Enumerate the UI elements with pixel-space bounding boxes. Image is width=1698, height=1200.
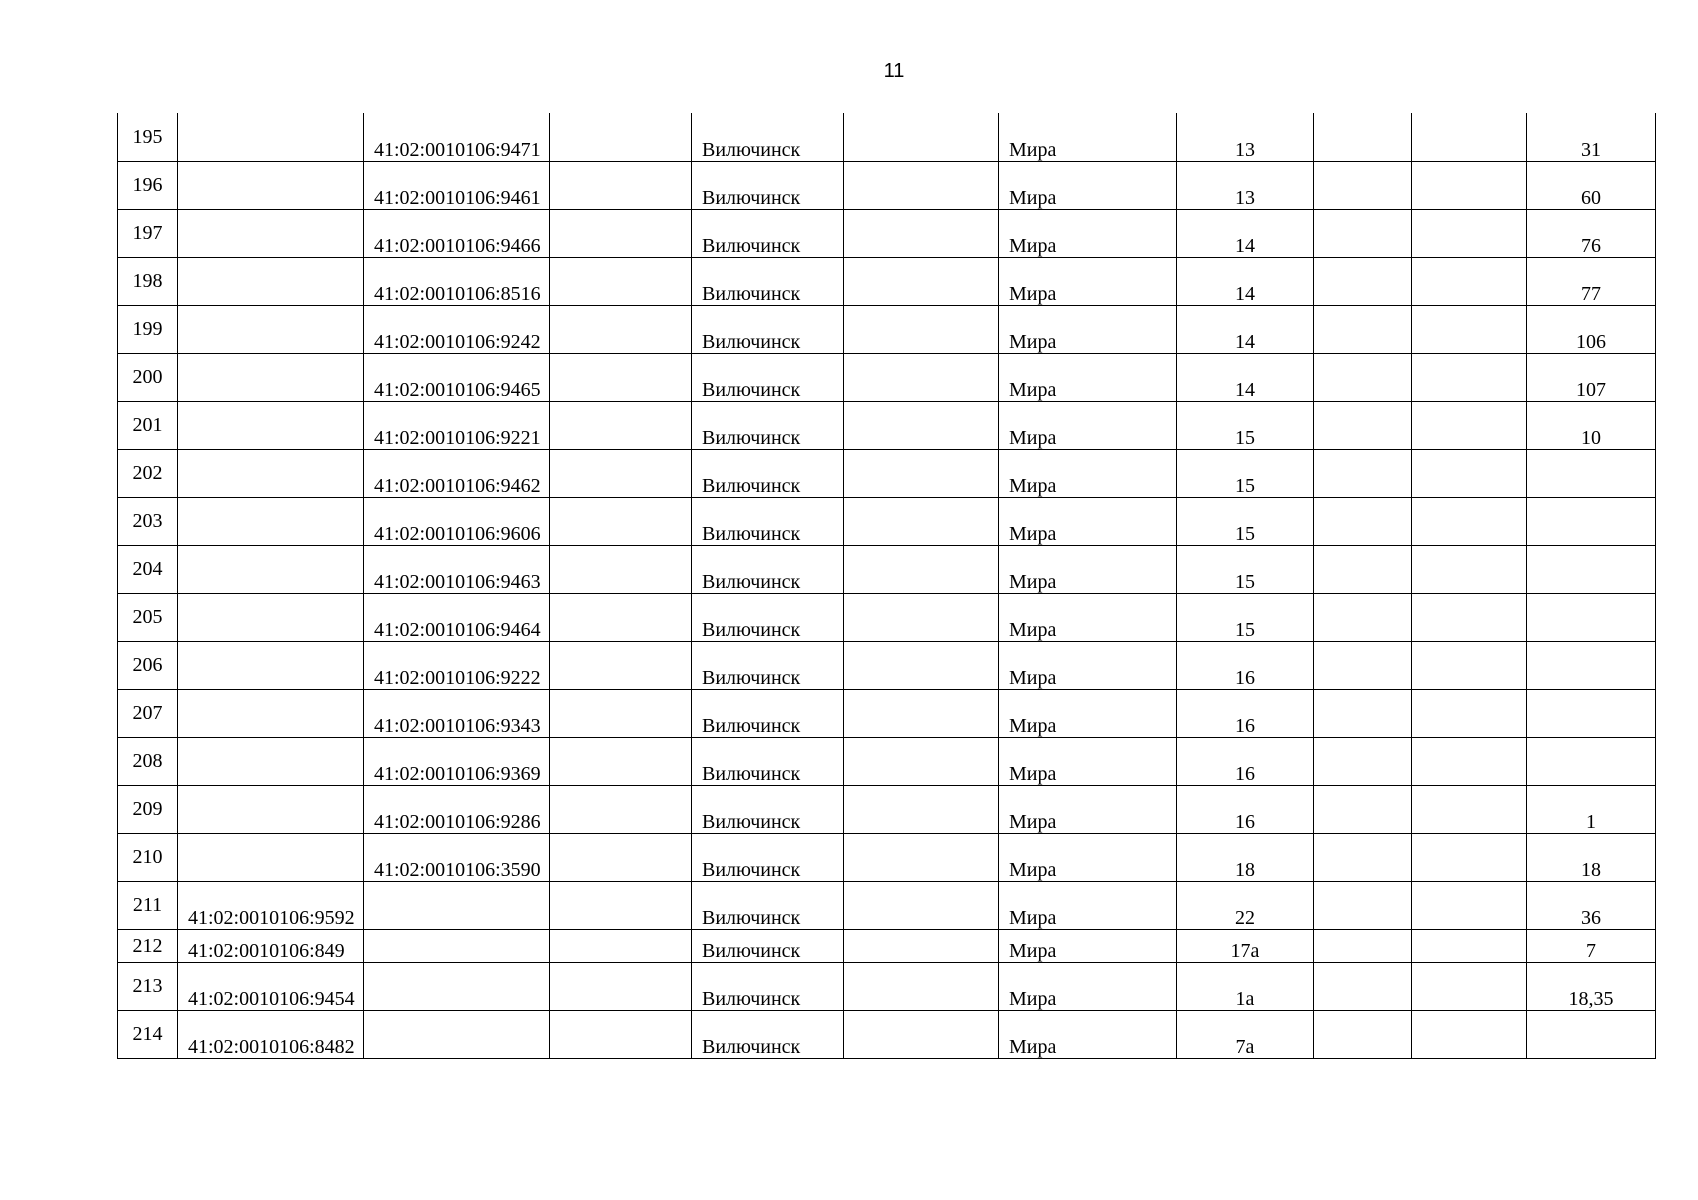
house-number-cell: 14 [1177, 353, 1314, 401]
empty-cell [550, 353, 692, 401]
table-row [118, 545, 1656, 593]
empty-cell [1412, 641, 1527, 689]
cadastral-number-b: 41:02:0010106:9471 [364, 113, 550, 161]
apartment-cell [1527, 593, 1656, 641]
empty-cell [1314, 545, 1412, 593]
empty-cell [550, 305, 692, 353]
street-cell: Мира [999, 833, 1177, 881]
apartment-cell [1527, 689, 1656, 737]
empty-cell [550, 833, 692, 881]
cadastral-number-a [178, 689, 364, 737]
empty-cell [550, 257, 692, 305]
empty-cell [1412, 881, 1527, 929]
apartment-cell: 18,35 [1527, 962, 1656, 1010]
table-row [118, 737, 1656, 785]
empty-cell [844, 641, 999, 689]
row-number: 204 [118, 545, 178, 593]
city-cell: Вилючинск [692, 257, 844, 305]
city-cell: Вилючинск [692, 209, 844, 257]
row-number: 209 [118, 785, 178, 833]
empty-cell [1314, 257, 1412, 305]
table-row [118, 401, 1656, 449]
empty-cell [844, 737, 999, 785]
empty-cell [844, 962, 999, 1010]
empty-cell [844, 209, 999, 257]
empty-cell [844, 161, 999, 209]
table-row [118, 785, 1656, 833]
cadastral-number-a [178, 497, 364, 545]
street-cell: Мира [999, 257, 1177, 305]
street-cell: Мира [999, 305, 1177, 353]
city-cell: Вилючинск [692, 113, 844, 161]
empty-cell [1412, 305, 1527, 353]
cadastral-number-b: 41:02:0010106:9286 [364, 785, 550, 833]
house-number-cell: 16 [1177, 689, 1314, 737]
empty-cell [1412, 593, 1527, 641]
row-number: 212 [118, 929, 178, 962]
row-number: 208 [118, 737, 178, 785]
city-cell: Вилючинск [692, 881, 844, 929]
cadastral-number-b [364, 881, 550, 929]
street-cell: Мира [999, 113, 1177, 161]
empty-cell [844, 353, 999, 401]
row-number: 198 [118, 257, 178, 305]
cadastral-number-b: 41:02:0010106:9464 [364, 593, 550, 641]
street-cell: Мира [999, 497, 1177, 545]
empty-cell [844, 689, 999, 737]
empty-cell [1412, 113, 1527, 161]
empty-cell [844, 593, 999, 641]
cadastral-number-a [178, 737, 364, 785]
cadastral-number-b: 41:02:0010106:9463 [364, 545, 550, 593]
house-number-cell: 15 [1177, 545, 1314, 593]
house-number-cell: 15 [1177, 449, 1314, 497]
empty-cell [1314, 737, 1412, 785]
empty-cell [844, 113, 999, 161]
empty-cell [1314, 305, 1412, 353]
city-cell: Вилючинск [692, 962, 844, 1010]
street-cell: Мира [999, 641, 1177, 689]
empty-cell [844, 401, 999, 449]
house-number-cell: 17а [1177, 929, 1314, 962]
apartment-cell: 7 [1527, 929, 1656, 962]
empty-cell [1412, 161, 1527, 209]
cadastral-number-b: 41:02:0010106:9606 [364, 497, 550, 545]
apartment-cell [1527, 1010, 1656, 1058]
empty-cell [1314, 497, 1412, 545]
empty-cell [550, 401, 692, 449]
table-row [118, 1010, 1656, 1058]
empty-cell [1314, 833, 1412, 881]
empty-cell [844, 257, 999, 305]
cadastral-number-a [178, 353, 364, 401]
street-cell: Мира [999, 209, 1177, 257]
city-cell: Вилючинск [692, 833, 844, 881]
empty-cell [1412, 449, 1527, 497]
house-number-cell: 16 [1177, 785, 1314, 833]
apartment-cell: 106 [1527, 305, 1656, 353]
house-number-cell: 13 [1177, 113, 1314, 161]
empty-cell [550, 881, 692, 929]
row-number: 206 [118, 641, 178, 689]
empty-cell [1412, 545, 1527, 593]
empty-cell [550, 929, 692, 962]
house-number-cell: 1а [1177, 962, 1314, 1010]
cadastral-number-b: 41:02:0010106:9466 [364, 209, 550, 257]
empty-cell [844, 449, 999, 497]
empty-cell [1412, 1010, 1527, 1058]
empty-cell [550, 689, 692, 737]
city-cell: Вилючинск [692, 785, 844, 833]
empty-cell [1412, 833, 1527, 881]
table-row [118, 962, 1656, 1010]
empty-cell [844, 785, 999, 833]
cadastral-number-b: 41:02:0010106:9343 [364, 689, 550, 737]
cadastral-number-b: 41:02:0010106:9369 [364, 737, 550, 785]
table-row [118, 161, 1656, 209]
cadastral-number-b [364, 962, 550, 1010]
apartment-cell [1527, 641, 1656, 689]
row-number: 213 [118, 962, 178, 1010]
table-row [118, 353, 1656, 401]
empty-cell [1314, 593, 1412, 641]
row-number: 199 [118, 305, 178, 353]
empty-cell [1314, 353, 1412, 401]
empty-cell [844, 833, 999, 881]
cadastral-number-a: 41:02:0010106:8482 [178, 1010, 364, 1058]
city-cell: Вилючинск [692, 641, 844, 689]
cadastral-number-b: 41:02:0010106:9465 [364, 353, 550, 401]
city-cell: Вилючинск [692, 305, 844, 353]
city-cell: Вилючинск [692, 353, 844, 401]
row-number: 214 [118, 1010, 178, 1058]
empty-cell [550, 161, 692, 209]
cadastral-number-b: 41:02:0010106:9462 [364, 449, 550, 497]
table-row [118, 593, 1656, 641]
empty-cell [550, 593, 692, 641]
table-row [118, 305, 1656, 353]
empty-cell [550, 449, 692, 497]
empty-cell [1314, 785, 1412, 833]
row-number: 202 [118, 449, 178, 497]
cadastral-number-a: 41:02:0010106:9592 [178, 881, 364, 929]
empty-cell [844, 497, 999, 545]
row-number: 201 [118, 401, 178, 449]
house-number-cell: 14 [1177, 305, 1314, 353]
empty-cell [1412, 785, 1527, 833]
row-number: 207 [118, 689, 178, 737]
empty-cell [550, 497, 692, 545]
house-number-cell: 14 [1177, 209, 1314, 257]
cadastral-number-a [178, 641, 364, 689]
empty-cell [1314, 1010, 1412, 1058]
cadastral-number-a [178, 833, 364, 881]
empty-cell [550, 209, 692, 257]
row-number: 205 [118, 593, 178, 641]
empty-cell [844, 929, 999, 962]
street-cell: Мира [999, 689, 1177, 737]
table-row [118, 689, 1656, 737]
apartment-cell: 18 [1527, 833, 1656, 881]
empty-cell [550, 785, 692, 833]
row-number: 195 [118, 113, 178, 161]
empty-cell [1412, 689, 1527, 737]
cadastral-number-a [178, 401, 364, 449]
cadastral-number-a [178, 113, 364, 161]
table-row [118, 641, 1656, 689]
street-cell: Мира [999, 545, 1177, 593]
empty-cell [844, 305, 999, 353]
street-cell: Мира [999, 881, 1177, 929]
empty-cell [1412, 257, 1527, 305]
cadastral-number-a [178, 305, 364, 353]
city-cell: Вилючинск [692, 545, 844, 593]
apartment-cell: 76 [1527, 209, 1656, 257]
apartment-cell [1527, 737, 1656, 785]
empty-cell [1314, 161, 1412, 209]
cadastral-number-b [364, 1010, 550, 1058]
apartment-cell: 1 [1527, 785, 1656, 833]
empty-cell [1412, 929, 1527, 962]
empty-cell [1314, 689, 1412, 737]
apartment-cell: 77 [1527, 257, 1656, 305]
row-number: 203 [118, 497, 178, 545]
empty-cell [844, 545, 999, 593]
table-row [118, 209, 1656, 257]
empty-cell [550, 113, 692, 161]
cadastral-number-a [178, 209, 364, 257]
apartment-cell: 36 [1527, 881, 1656, 929]
empty-cell [1314, 449, 1412, 497]
empty-cell [550, 962, 692, 1010]
street-cell: Мира [999, 962, 1177, 1010]
empty-cell [550, 641, 692, 689]
house-number-cell: 16 [1177, 737, 1314, 785]
table-row [118, 449, 1656, 497]
empty-cell [1412, 737, 1527, 785]
street-cell: Мира [999, 737, 1177, 785]
cadastral-number-a: 41:02:0010106:9454 [178, 962, 364, 1010]
city-cell: Вилючинск [692, 689, 844, 737]
row-number: 211 [118, 881, 178, 929]
cadastral-number-b [364, 929, 550, 962]
house-number-cell: 15 [1177, 497, 1314, 545]
apartment-cell: 10 [1527, 401, 1656, 449]
cadastral-number-a [178, 593, 364, 641]
row-number: 197 [118, 209, 178, 257]
empty-cell [1314, 929, 1412, 962]
city-cell: Вилючинск [692, 497, 844, 545]
street-cell: Мира [999, 593, 1177, 641]
city-cell: Вилючинск [692, 1010, 844, 1058]
empty-cell [1314, 962, 1412, 1010]
empty-cell [1412, 209, 1527, 257]
empty-cell [1412, 497, 1527, 545]
city-cell: Вилючинск [692, 929, 844, 962]
apartment-cell [1527, 449, 1656, 497]
empty-cell [1412, 353, 1527, 401]
cadastral-number-a [178, 545, 364, 593]
house-number-cell: 15 [1177, 593, 1314, 641]
empty-cell [1412, 962, 1527, 1010]
empty-cell [1314, 641, 1412, 689]
address-table [117, 113, 1656, 1059]
house-number-cell: 14 [1177, 257, 1314, 305]
house-number-cell: 15 [1177, 401, 1314, 449]
street-cell: Мира [999, 353, 1177, 401]
cadastral-number-b: 41:02:0010106:9222 [364, 641, 550, 689]
table-row [118, 929, 1656, 962]
cadastral-number-a [178, 161, 364, 209]
street-cell: Мира [999, 161, 1177, 209]
empty-cell [1314, 209, 1412, 257]
street-cell: Мира [999, 401, 1177, 449]
city-cell: Вилючинск [692, 161, 844, 209]
row-number: 196 [118, 161, 178, 209]
empty-cell [1314, 401, 1412, 449]
cadastral-number-b: 41:02:0010106:9461 [364, 161, 550, 209]
apartment-cell [1527, 497, 1656, 545]
empty-cell [844, 881, 999, 929]
city-cell: Вилючинск [692, 593, 844, 641]
apartment-cell [1527, 545, 1656, 593]
cadastral-number-a [178, 785, 364, 833]
cadastral-number-b: 41:02:0010106:3590 [364, 833, 550, 881]
street-cell: Мира [999, 449, 1177, 497]
page-number: 11 [883, 60, 905, 82]
empty-cell [844, 1010, 999, 1058]
table-row [118, 881, 1656, 929]
cadastral-number-b: 41:02:0010106:8516 [364, 257, 550, 305]
table-row [118, 497, 1656, 545]
house-number-cell: 16 [1177, 641, 1314, 689]
row-number: 210 [118, 833, 178, 881]
apartment-cell: 107 [1527, 353, 1656, 401]
apartment-cell: 31 [1527, 113, 1656, 161]
street-cell: Мира [999, 1010, 1177, 1058]
empty-cell [550, 737, 692, 785]
cadastral-number-a [178, 257, 364, 305]
empty-cell [1314, 113, 1412, 161]
house-number-cell: 13 [1177, 161, 1314, 209]
table-row [118, 113, 1656, 161]
street-cell: Мира [999, 785, 1177, 833]
cadastral-number-b: 41:02:0010106:9221 [364, 401, 550, 449]
empty-cell [550, 1010, 692, 1058]
empty-cell [1412, 401, 1527, 449]
house-number-cell: 22 [1177, 881, 1314, 929]
cadastral-number-a: 41:02:0010106:849 [178, 929, 364, 962]
empty-cell [550, 545, 692, 593]
row-number: 200 [118, 353, 178, 401]
table-row [118, 833, 1656, 881]
city-cell: Вилючинск [692, 737, 844, 785]
city-cell: Вилючинск [692, 449, 844, 497]
apartment-cell: 60 [1527, 161, 1656, 209]
cadastral-number-a [178, 449, 364, 497]
cadastral-number-b: 41:02:0010106:9242 [364, 305, 550, 353]
street-cell: Мира [999, 929, 1177, 962]
table-row [118, 257, 1656, 305]
empty-cell [1314, 881, 1412, 929]
house-number-cell: 7а [1177, 1010, 1314, 1058]
house-number-cell: 18 [1177, 833, 1314, 881]
city-cell: Вилючинск [692, 401, 844, 449]
